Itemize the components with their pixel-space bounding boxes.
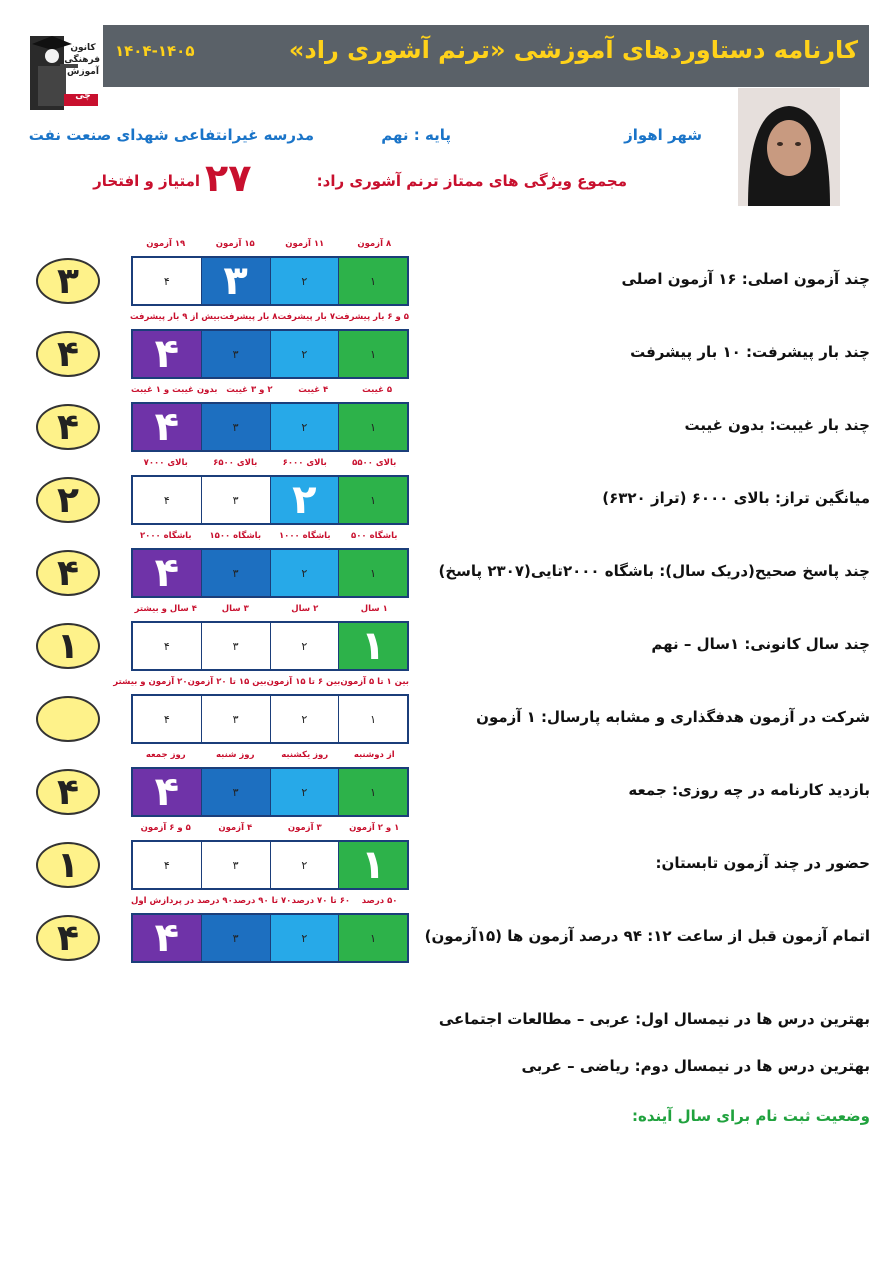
level-number: ۱ bbox=[360, 623, 386, 669]
total-label: مجموع ویژگی های ممتاز ترنم آشوری راد: bbox=[316, 172, 627, 190]
threshold-label: ۵۰ درصد bbox=[361, 896, 398, 906]
level-cell-4 bbox=[133, 696, 201, 742]
level-cell-4 bbox=[133, 550, 201, 596]
threshold-label: ۴ غیبت bbox=[298, 385, 329, 395]
level-number: ۲ bbox=[292, 477, 317, 523]
threshold-label: ۹۰ درصد در پردازش اول bbox=[130, 896, 233, 906]
logo-line-3: آموزش bbox=[67, 67, 99, 77]
row-score-badge: ۱ bbox=[36, 842, 100, 888]
threshold-label: بین ۱ تا ۵ آزمون bbox=[340, 677, 409, 687]
row-10-levels bbox=[131, 913, 409, 963]
level-cell-2 bbox=[270, 696, 339, 742]
level-number: ۳ bbox=[232, 420, 239, 434]
level-cell-1 bbox=[338, 769, 407, 815]
level-number: ۲ bbox=[301, 347, 308, 361]
row-8-levels bbox=[131, 767, 409, 817]
level-number: ۳ bbox=[232, 493, 239, 507]
threshold-label: ۸ آزمون bbox=[357, 239, 392, 249]
threshold-label: ۷ بار پیشرفت bbox=[277, 312, 336, 322]
criterion-text: شرکت در آزمون هدفگذاری و مشابه پارسال: ۱ آزمون bbox=[476, 708, 870, 726]
level-number: ۴ bbox=[163, 712, 170, 726]
level-number: ۱ bbox=[370, 274, 377, 288]
row-3-levels bbox=[131, 402, 409, 452]
level-cell-3 bbox=[201, 623, 270, 669]
level-number: ۲ bbox=[301, 639, 308, 653]
row-8-thresholds bbox=[131, 750, 409, 764]
threshold-label: بین ۱۵ تا ۲۰ آزمون bbox=[187, 677, 267, 687]
level-cell-2 bbox=[270, 915, 339, 961]
threshold-label: ۴ سال و بیشتر bbox=[134, 604, 197, 614]
total-score: ۲۷ bbox=[205, 156, 252, 200]
threshold-label: ۱۹ آزمون bbox=[146, 239, 186, 249]
level-number: ۴ bbox=[154, 769, 180, 815]
threshold-label: ۳ آزمون bbox=[287, 823, 322, 833]
level-cell-2 bbox=[270, 258, 339, 304]
threshold-label: ۱۵ آزمون bbox=[215, 239, 255, 249]
student-city: شهر اهواز bbox=[624, 126, 702, 144]
row-1-thresholds bbox=[131, 239, 409, 253]
level-cell-2 bbox=[270, 842, 339, 888]
level-cell-4 bbox=[133, 477, 201, 523]
best-subjects-first: بهترین درس ها در نیمسال اول: عربی – مطالعات اجتماعی bbox=[438, 1010, 870, 1028]
row-6-thresholds bbox=[131, 604, 409, 618]
row-4-levels bbox=[131, 475, 409, 525]
threshold-label: باشگاه ۱۰۰۰ bbox=[278, 531, 331, 541]
level-cell-1 bbox=[338, 842, 407, 888]
threshold-label: باشگاه ۵۰۰ bbox=[351, 531, 398, 541]
level-cell-2 bbox=[270, 477, 339, 523]
row-score-badge: ۴ bbox=[36, 915, 100, 961]
row-score-badge: ۱ bbox=[36, 623, 100, 669]
row-5-levels bbox=[131, 548, 409, 598]
level-number: ۲ bbox=[301, 931, 308, 945]
row-10-thresholds bbox=[131, 896, 409, 910]
row-1-levels bbox=[131, 256, 409, 306]
level-number: ۴ bbox=[163, 858, 170, 872]
level-cell-1 bbox=[338, 550, 407, 596]
level-number: ۳ bbox=[232, 712, 239, 726]
threshold-label: از دوشنبه bbox=[353, 750, 395, 760]
level-number: ۳ bbox=[232, 347, 239, 361]
threshold-label: ۲۰ آزمون و بیشتر bbox=[113, 677, 188, 687]
row-5-thresholds bbox=[131, 531, 409, 545]
kanoon-logo bbox=[30, 28, 100, 110]
level-number: ۳ bbox=[232, 639, 239, 653]
level-cell-1 bbox=[338, 477, 407, 523]
student-grade: پایه : نهم bbox=[381, 126, 451, 144]
level-cell-4 bbox=[133, 404, 201, 450]
level-cell-3 bbox=[201, 696, 270, 742]
registration-status: وضعیت ثبت نام برای سال آینده: bbox=[632, 1107, 870, 1125]
level-number: ۱ bbox=[370, 712, 377, 726]
level-number: ۳ bbox=[232, 858, 239, 872]
row-score-badge: ۲ bbox=[36, 477, 100, 523]
threshold-label: ۸ بار پیشرفت bbox=[219, 312, 278, 322]
threshold-label: بالای ۵۵۰۰ bbox=[352, 458, 397, 468]
criterion-text: اتمام آزمون قبل از ساعت ۱۲: ۹۴ درصد آزمون ها (۱۵آزمون) bbox=[424, 927, 870, 945]
level-cell-2 bbox=[270, 769, 339, 815]
threshold-label: ۴ آزمون bbox=[218, 823, 253, 833]
logo-line-1: کانون bbox=[70, 43, 96, 53]
level-cell-1 bbox=[338, 623, 407, 669]
threshold-label: ۱۱ آزمون bbox=[285, 239, 325, 249]
level-number: ۳ bbox=[223, 258, 248, 304]
logo-line-4: قلم چی bbox=[74, 79, 92, 101]
score-label: امتیاز و افتخار bbox=[93, 172, 200, 190]
row-score-badge: ۴ bbox=[36, 404, 100, 450]
row-score-badge: ۴ bbox=[36, 769, 100, 815]
criterion-text: چند پاسخ صحیح(دریک سال): باشگاه ۲۰۰۰تایی(۲۳۰۷ پاسخ) bbox=[438, 562, 870, 580]
level-cell-1 bbox=[338, 696, 407, 742]
level-number: ۱ bbox=[370, 347, 377, 361]
row-7-thresholds bbox=[113, 677, 409, 691]
level-cell-3 bbox=[201, 258, 270, 304]
criterion-text: چند آزمون اصلی: ۱۶ آزمون اصلی bbox=[621, 270, 870, 288]
level-number: ۳ bbox=[232, 566, 239, 580]
criterion-text: میانگین تراز: بالای ۶۰۰۰ (تراز ۶۳۲۰) bbox=[602, 489, 870, 507]
student-school: مدرسه غیرانتفاعی شهدای صنعت نفت bbox=[28, 126, 314, 144]
threshold-label: ۱ سال bbox=[360, 604, 388, 614]
level-cell-2 bbox=[270, 331, 339, 377]
level-cell-1 bbox=[338, 258, 407, 304]
level-cell-1 bbox=[338, 404, 407, 450]
threshold-label: بالای ۶۰۰۰ bbox=[282, 458, 327, 468]
row-9-thresholds bbox=[131, 823, 409, 837]
level-cell-2 bbox=[270, 550, 339, 596]
level-number: ۱ bbox=[370, 785, 377, 799]
threshold-label: ۳ سال bbox=[221, 604, 249, 614]
level-number: ۱ bbox=[360, 842, 386, 888]
threshold-label: روز شنبه bbox=[216, 750, 255, 760]
level-cell-2 bbox=[270, 404, 339, 450]
level-number: ۱ bbox=[370, 931, 377, 945]
level-number: ۴ bbox=[154, 331, 180, 377]
threshold-label: ۵ و ۶ آزمون bbox=[140, 823, 191, 833]
level-cell-3 bbox=[201, 550, 270, 596]
row-score-badge: ۴ bbox=[36, 550, 100, 596]
level-number: ۴ bbox=[163, 493, 170, 507]
row-2-thresholds bbox=[131, 312, 409, 326]
threshold-label: بالای ۶۵۰۰ bbox=[213, 458, 258, 468]
criterion-text: چند بار غیبت: بدون غیبت bbox=[684, 416, 870, 434]
criterion-text: چند بار پیشرفت: ۱۰ بار پیشرفت bbox=[630, 343, 870, 361]
level-number: ۲ bbox=[301, 785, 308, 799]
threshold-label: بین ۶ تا ۱۵ آزمون bbox=[266, 677, 341, 687]
threshold-label: ۲ و ۳ غیبت bbox=[226, 385, 273, 395]
level-number: ۳ bbox=[232, 785, 239, 799]
level-cell-3 bbox=[201, 331, 270, 377]
best-subjects-second: بهترین درس ها در نیمسال دوم: ریاضی – عربی bbox=[521, 1057, 870, 1075]
level-cell-4 bbox=[133, 623, 201, 669]
row-3-thresholds bbox=[131, 385, 409, 399]
level-number: ۱ bbox=[370, 493, 377, 507]
threshold-label: ۶۰ تا ۷۰ درصد bbox=[291, 896, 351, 906]
level-cell-3 bbox=[201, 477, 270, 523]
level-number: ۲ bbox=[301, 420, 308, 434]
level-cell-4 bbox=[133, 915, 201, 961]
row-score-badge bbox=[36, 696, 100, 742]
threshold-label: باشگاه ۱۵۰۰ bbox=[209, 531, 262, 541]
level-number: ۴ bbox=[163, 639, 170, 653]
level-number: ۴ bbox=[163, 274, 170, 288]
row-score-badge: ۴ bbox=[36, 331, 100, 377]
level-cell-3 bbox=[201, 915, 270, 961]
threshold-label: باشگاه ۲۰۰۰ bbox=[139, 531, 192, 541]
threshold-label: بیش از ۹ بار پیشرفت bbox=[129, 312, 220, 322]
criterion-text: بازدید کارنامه در چه روزی: جمعه bbox=[628, 781, 870, 799]
level-number: ۱ bbox=[370, 566, 377, 580]
level-cell-4 bbox=[133, 842, 201, 888]
row-6-levels bbox=[131, 621, 409, 671]
level-number: ۲ bbox=[301, 712, 308, 726]
threshold-label: ۲ سال bbox=[291, 604, 319, 614]
level-number: ۲ bbox=[301, 274, 308, 288]
threshold-label: ۷۰ تا ۹۰ درصد bbox=[232, 896, 292, 906]
row-4-thresholds bbox=[131, 458, 409, 472]
threshold-label: ۱ و ۲ آزمون bbox=[349, 823, 400, 833]
level-number: ۳ bbox=[232, 931, 239, 945]
student-photo bbox=[738, 88, 840, 206]
level-cell-2 bbox=[270, 623, 339, 669]
level-number: ۴ bbox=[154, 550, 180, 596]
row-9-levels bbox=[131, 840, 409, 890]
row-score-badge: ۳ bbox=[36, 258, 100, 304]
level-number: ۴ bbox=[154, 915, 180, 961]
report-years: ۱۴۰۴-۱۴۰۵ bbox=[115, 42, 195, 60]
level-number: ۲ bbox=[301, 566, 308, 580]
level-cell-4 bbox=[133, 258, 201, 304]
level-number: ۱ bbox=[370, 420, 377, 434]
criterion-text: چند سال کانونی: ۱سال – نهم bbox=[651, 635, 870, 653]
row-7-levels bbox=[131, 694, 409, 744]
threshold-label: ۵ غیبت bbox=[362, 385, 393, 395]
threshold-label: روز یکشنبه bbox=[281, 750, 329, 760]
student-portrait-icon bbox=[738, 88, 840, 206]
level-cell-4 bbox=[133, 331, 201, 377]
level-number: ۲ bbox=[301, 858, 308, 872]
threshold-label: روز جمعه bbox=[145, 750, 186, 760]
threshold-label: ۵ و ۶ بار پیشرفت bbox=[335, 312, 409, 322]
level-cell-3 bbox=[201, 842, 270, 888]
criterion-text: حضور در چند آزمون تابستان: bbox=[655, 854, 870, 872]
level-cell-3 bbox=[201, 404, 270, 450]
level-cell-1 bbox=[338, 331, 407, 377]
report-title: کارنامه دستاوردهای آموزشی «ترنم آشوری راد» bbox=[288, 36, 858, 64]
level-cell-1 bbox=[338, 915, 407, 961]
level-cell-4 bbox=[133, 769, 201, 815]
level-number: ۴ bbox=[154, 404, 180, 450]
row-2-levels bbox=[131, 329, 409, 379]
threshold-label: بالای ۷۰۰۰ bbox=[143, 458, 188, 468]
level-cell-3 bbox=[201, 769, 270, 815]
threshold-label: بدون غیبت و ۱ غیبت bbox=[131, 385, 218, 395]
logo-line-2: فرهنگی bbox=[64, 55, 100, 65]
